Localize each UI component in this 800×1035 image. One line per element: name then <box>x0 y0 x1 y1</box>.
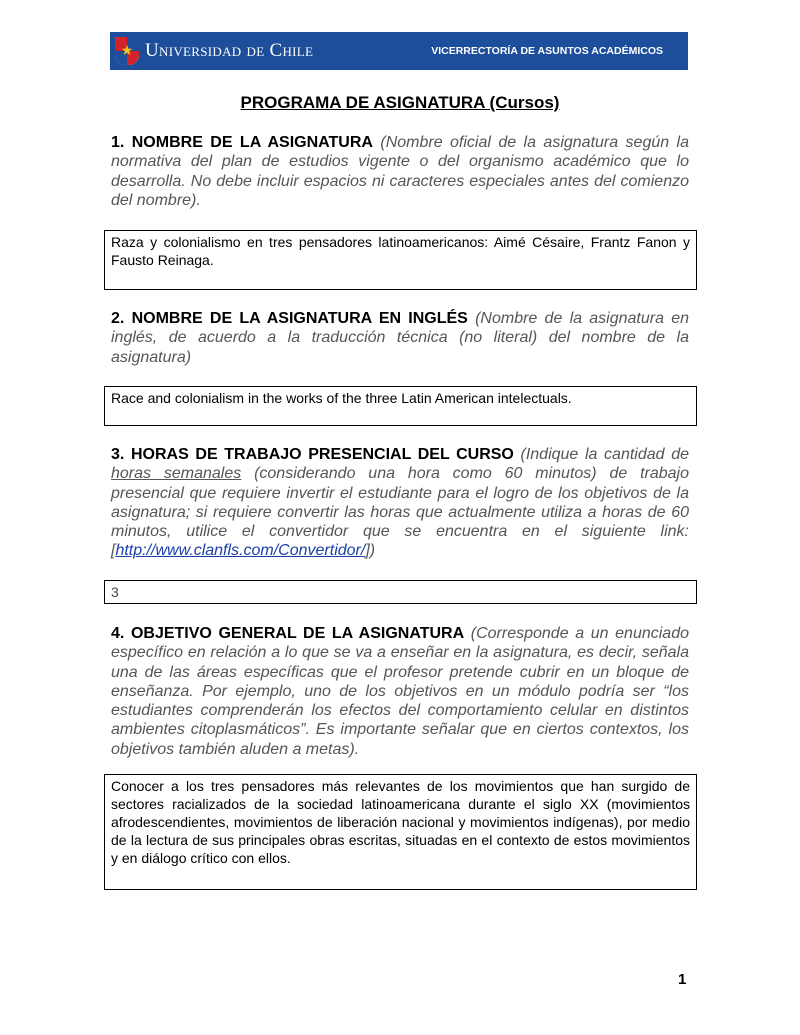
page-number: 1 <box>678 971 687 988</box>
section-1-answer: Raza y colonialismo en tres pensadores latinoamericanos: Aimé Césaire, Frantz Fanon y Fausto Reinaga. <box>111 234 690 268</box>
section-1-description: (Nombre oficial de la asignatura según la normativa del plan de estudios vigente o del organismo académico que lo desarrolla. No debe incluir espacios ni caracteres especiales antes del comienzo del nombre). <box>111 134 690 209</box>
university-name: Universidad de Chile <box>145 40 314 61</box>
section-4-answer-box <box>104 774 697 890</box>
page-title: PROGRAMA DE ASIGNATURA (Cursos) <box>240 93 560 112</box>
section-3-desc-part2: (considerando una hora como 60 minutos) de trabajo presencial que requiere invertir el estudiante para el logro de los objetivos de la asignatura; si requiere convertir las horas que actualmente utiliza a horas de 60 minutos, utilice el convertidor que se encuentra en el siguiente link: [ <box>111 465 690 560</box>
section-2-answer: Race and colonialism in the works of the three Latin American intelectuals. <box>111 390 572 406</box>
university-crest-icon: ★ <box>115 37 139 65</box>
section-3-desc-underlined: horas semanales <box>111 465 242 483</box>
section-1-answer-box <box>104 230 697 290</box>
section-3 <box>111 445 689 561</box>
section-1-heading: 1. NOMBRE DE LA ASIGNATURA <box>111 134 373 151</box>
section-3-answer-box <box>104 580 697 604</box>
section-4 <box>111 624 689 759</box>
header-banner <box>110 32 688 70</box>
section-4-description: (Corresponde a un enunciado específico en relación a lo que se va a enseñar en la asignatura, es decir, señala una de las áreas específicas que el profesor pretende cubrir en un bloque de enseñanza. Por ejemplo, uno de los objetivos en un módulo podría ser “los estudiantes comprenderán los efectos del comportamiento celular en distintos ambientes citoplasmáticos”. Es importante señalar que en ciertos contextos, los objetivos también aluden a metas). <box>111 625 689 758</box>
section-2 <box>111 309 689 367</box>
section-4-answer: Conocer a los tres pensadores más relevantes de los movimientos que han surgido de sectores racializados de la sociedad latinoamericana durante el siglo XX (movimientos afrodescendientes, movimientos de liberación nacional y movimientos indígenas), por medio de la lectura de sus principales obras escritas, situadas en el contexto de estos movimientos y en diálogo crítico con ellos. <box>111 778 690 866</box>
section-2-answer-box <box>104 386 697 426</box>
section-3-description <box>111 446 689 559</box>
section-3-answer: 3 <box>111 584 119 600</box>
section-3-heading: 3. HORAS DE TRABAJO PRESENCIAL DEL CURSO <box>111 446 514 463</box>
converter-link[interactable]: http://www.clanfls.com/Convertidor/ <box>115 542 366 560</box>
section-3-desc-part1: (Indique la cantidad de <box>520 446 689 463</box>
section-1 <box>111 133 689 210</box>
section-2-heading: 2. NOMBRE DE LA ASIGNATURA EN INGLÉS <box>111 310 468 327</box>
section-2-description: (Nombre de la asignatura en inglés, de acuerdo a la traducción técnica (no literal) del nombre de la asignatura) <box>111 310 689 366</box>
section-3-desc-part3: ]) <box>365 542 376 560</box>
vicerrectoria-label: VICERRECTORÍA DE ASUNTOS ACADÉMICOS <box>431 45 663 57</box>
section-4-heading: 4. OBJETIVO GENERAL DE LA ASIGNATURA <box>111 625 465 642</box>
